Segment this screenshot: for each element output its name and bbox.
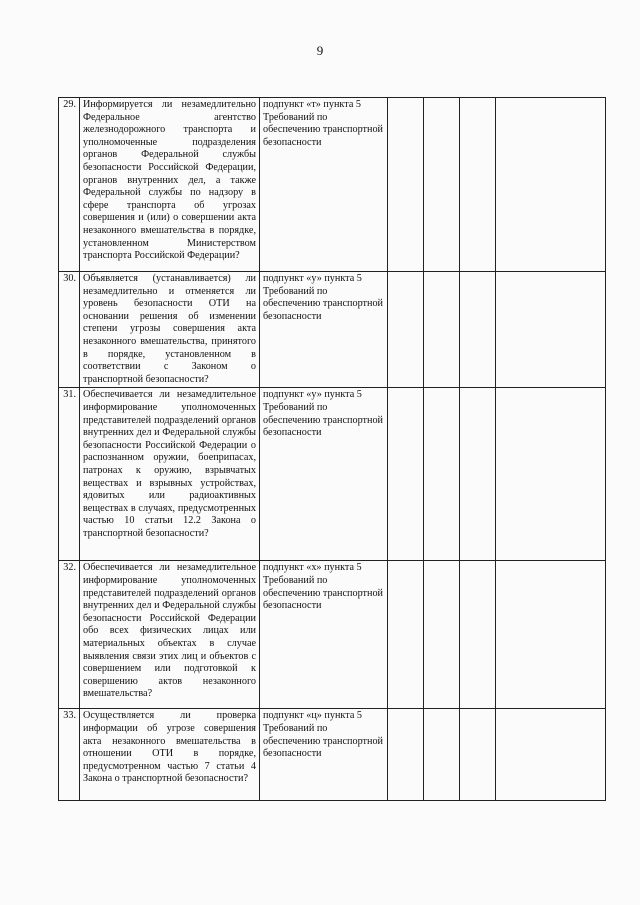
answer-cell-yes bbox=[388, 388, 424, 561]
row-number: 30. bbox=[59, 272, 80, 388]
table-row bbox=[59, 561, 606, 709]
answer-cell-yes bbox=[388, 272, 424, 388]
answer-cell-no bbox=[424, 98, 460, 272]
row-number: 31. bbox=[59, 388, 80, 561]
requirement-reference: подпункт «т» пункта 5 Требований по обеспечению транспортной безопасности bbox=[260, 98, 388, 272]
question-text: Обеспечивается ли незамедлительное информирование уполномоченных представителей подразделений органов внутренних дел и Федеральной службы безопасности Российской Федерации обо всех физических лицах или материальных объектах в случае выявления связи этих лиц и объектов с совершением или подготовкой к совершению актов незаконного вмешательства? bbox=[80, 561, 260, 709]
answer-cell-yes bbox=[388, 98, 424, 272]
table-row bbox=[59, 98, 606, 272]
answer-cell-no bbox=[424, 388, 460, 561]
answer-cell-na bbox=[460, 561, 496, 709]
notes-cell bbox=[496, 272, 606, 388]
answer-cell-na bbox=[460, 272, 496, 388]
answer-cell-na bbox=[460, 709, 496, 801]
table-row bbox=[59, 709, 606, 801]
row-number: 33. bbox=[59, 709, 80, 801]
answer-cell-yes bbox=[388, 709, 424, 801]
notes-cell bbox=[496, 709, 606, 801]
question-text: Информируется ли незамедлительно Федеральное агентство железнодорожного транспорта и уполномоченные подразделения органов Федеральной службы безопасности Российской Федерации, органов внутренних дел, а также Федеральной службы по надзору в сфере транспорта об угрозах совершения и (или) о совершении акта незаконного вмешательства в порядке, установленном Министерством транспорта Российской Федерации? bbox=[80, 98, 260, 272]
question-text: Обеспечивается ли незамедлительное информирование уполномоченных представителей подразделений органов внутренних дел и Федеральной службы безопасности Российской Федерации о распознанном оружии, боеприпасах, патронах к оружию, взрывчатых веществах и взрывных устройствах, ядовитых или радиоактивных веществах в случаях, предусмотренных частью 10 статьи 12.2 Закона о транспортной безопасности? bbox=[80, 388, 260, 561]
row-number: 32. bbox=[59, 561, 80, 709]
question-text: Осуществляется ли проверка информации об угрозе совершения акта незаконного вмешательства в отношении ОТИ в порядке, предусмотренном частью 7 статьи 4 Закона о транспортной безопасности? bbox=[80, 709, 260, 801]
answer-cell-no bbox=[424, 272, 460, 388]
checklist-table bbox=[58, 97, 606, 801]
page-number: 9 bbox=[316, 43, 324, 58]
notes-cell bbox=[496, 388, 606, 561]
notes-cell bbox=[496, 561, 606, 709]
answer-cell-yes bbox=[388, 561, 424, 709]
table-row bbox=[59, 272, 606, 388]
row-number: 29. bbox=[59, 98, 80, 272]
answer-cell-no bbox=[424, 709, 460, 801]
answer-cell-na bbox=[460, 388, 496, 561]
requirement-reference: подпункт «у» пункта 5 Требований по обеспечению транспортной безопасности bbox=[260, 388, 388, 561]
question-text: Объявляется (устанавливается) ли незамедлительно и отменяется ли уровень безопасности ОТИ на основании решения об изменении степени угрозы совершения акта незаконного вмешательства, принятого в порядке, установленном в соответствии с Законом о транспортной безопасности? bbox=[80, 272, 260, 388]
requirement-reference: подпункт «ц» пункта 5 Требований по обеспечению транспортной безопасности bbox=[260, 709, 388, 801]
notes-cell bbox=[496, 98, 606, 272]
answer-cell-no bbox=[424, 561, 460, 709]
requirement-reference: подпункт «у» пункта 5 Требований по обеспечению транспортной безопасности bbox=[260, 272, 388, 388]
table-row bbox=[59, 388, 606, 561]
answer-cell-na bbox=[460, 98, 496, 272]
requirement-reference: подпункт «х» пункта 5 Требований по обеспечению транспортной безопасности bbox=[260, 561, 388, 709]
